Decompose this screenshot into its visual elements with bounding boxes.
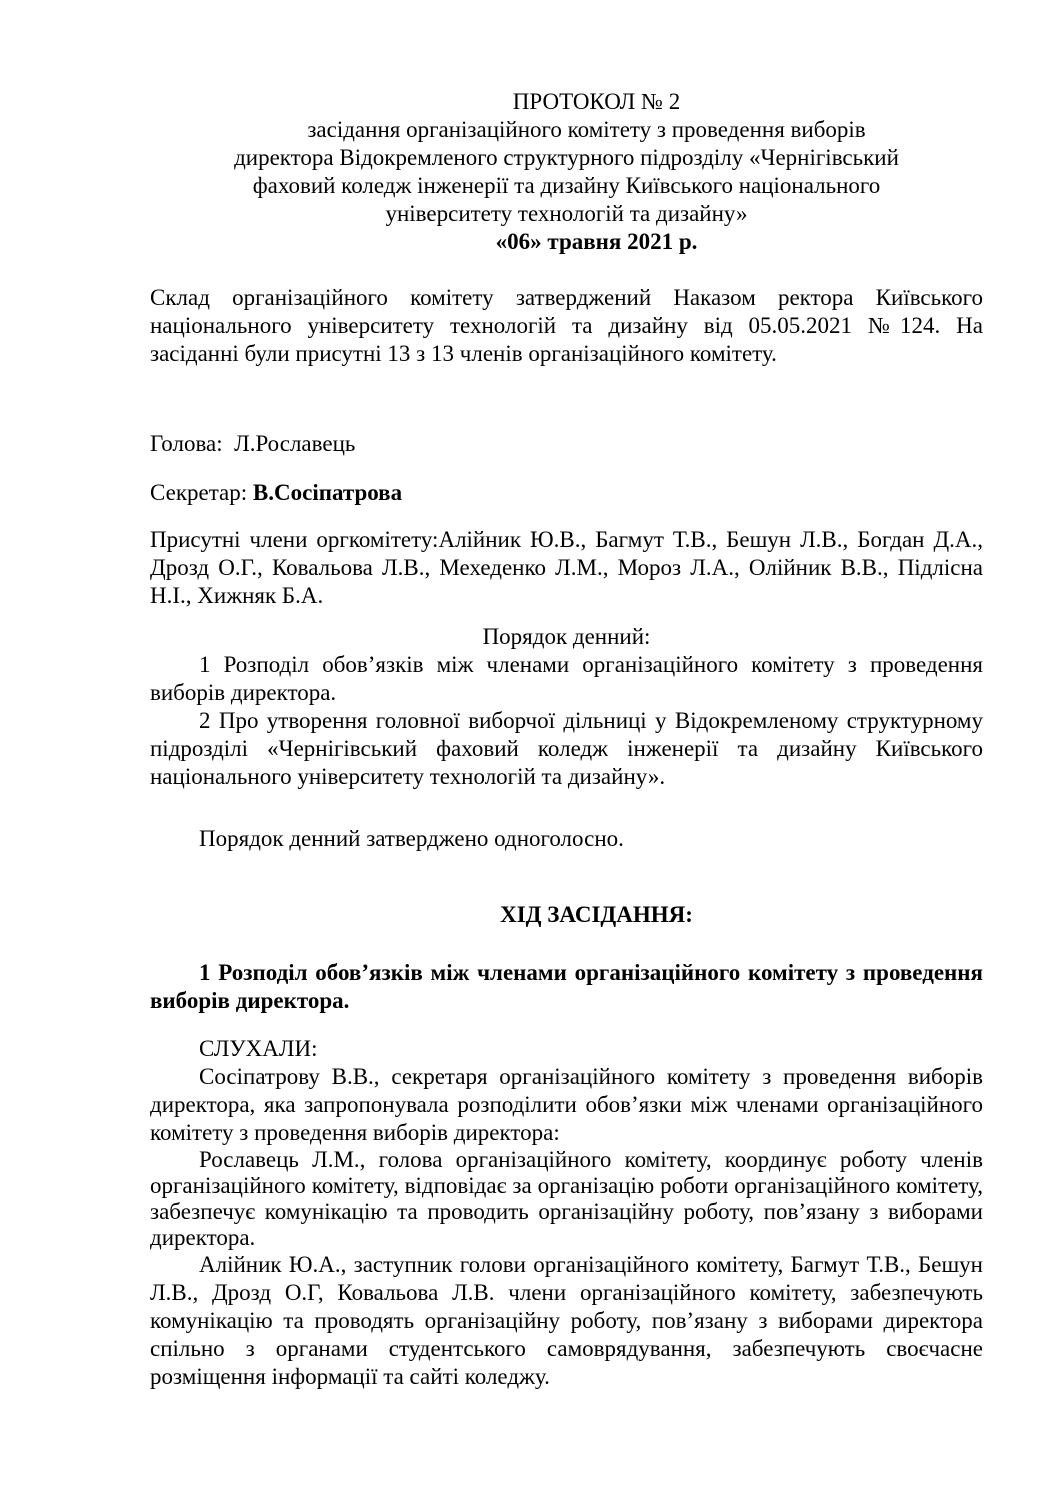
chair-label: Голова: [150,431,223,456]
heard-section [150,1035,983,1391]
members-section [150,526,983,610]
heard-paragraph-3: Алійник Ю.А., заступник голови організаційного комітету, Багмут Т.В., Бешун Л.В., Дрозд О.Г, Ковальова Л.В. члени організаційного комітету, забезпечують комунікацію та проводять організаційну роботу, пов’язану з виборами директора спільно з органами студентського самоврядування, забезпечують своєчасне розміщення інформації та сайті коледжу. [150,1252,983,1389]
agenda-section [150,623,983,791]
heard-paragraph-1: Сосіпатрову В.В., секретаря організаційного комітету з проведення виборів директора, яка запропонувала розподілити обов’язки між членами організаційного комітету з проведення виборів директора: [150,1064,983,1145]
agenda-item-1: 1 Розподіл обов’язків між членами організаційного комітету з проведення виборів директора. [150,652,983,705]
secretary-line [150,479,983,507]
protocol-title: ПРОТОКОЛ № 2 [512,89,681,114]
heard-label: СЛУХАЛИ: [199,1036,318,1061]
item1-title: 1 Розподіл обов’язків між членами організаційного комітету з проведення виборів директора. [150,960,983,1013]
agenda-heading: Порядок денний: [482,624,651,649]
secretary-name: В.Сосіпатрова [252,480,403,505]
heard-paragraph-2: Рославець Л.М., голова організаційного комітету, координує роботу членів організаційного комітету, відповідає за організацію роботи організаційного комітету, забезпечує комунікацію та проводить організаційну роботу, пов’язану з виборами директора. [150,1147,983,1250]
agenda-approval-section [150,825,983,853]
intro-section [150,284,983,368]
proceedings-heading-section [150,901,983,929]
members-label: Присутні члени оргкомітету: [150,527,439,552]
document-header [150,88,983,256]
intro-paragraph: Склад організаційного комітету затверджений Наказом ректора Київського національного університету технологій та дизайну від 05.05.2021 №124. На засіданні були присутні 13 з 13 членів організаційного комітету. [150,285,983,366]
subtitle-line-1: засідання організаційного комітету з проведення виборів [307,117,866,142]
agenda-item-2: 2 Про утворення головної виборчої дільниці у Відокремленому структурному підрозділі «Чернігівський фаховий коледж інженерії та дизайну Київського національного університету технологій та дизайну». [150,708,983,789]
chair-name: Л.Рославець [234,431,356,456]
subtitle-line-3: фаховий коледж інженерії та дизайну Київського національного [252,173,881,198]
members-names: Алійник Ю.В., Багмут Т.В., Бешун Л.В., Богдан Д.А., Дрозд О.Г., Ковальова Л.В., Мехеденко Л.М., Мороз Л.А., Олійник В.В., Підлісна Н.І., Хижняк Б.А. [150,527,983,608]
meeting-date: «06» травня 2021 р. [495,229,698,254]
secretary-label: Секретар: [150,480,248,505]
proceedings-heading: ХІД ЗАСІДАННЯ: [500,902,693,927]
subtitle-line-2: директора Відокремленого структурного підрозділу «Чернігівський [234,145,899,170]
item1-title-section [150,959,983,1015]
chair-line [150,430,983,458]
agenda-approval: Порядок денний затверджено одноголосно. [199,826,624,851]
subtitle-line-4: університету технологій та дизайну» [385,201,748,226]
